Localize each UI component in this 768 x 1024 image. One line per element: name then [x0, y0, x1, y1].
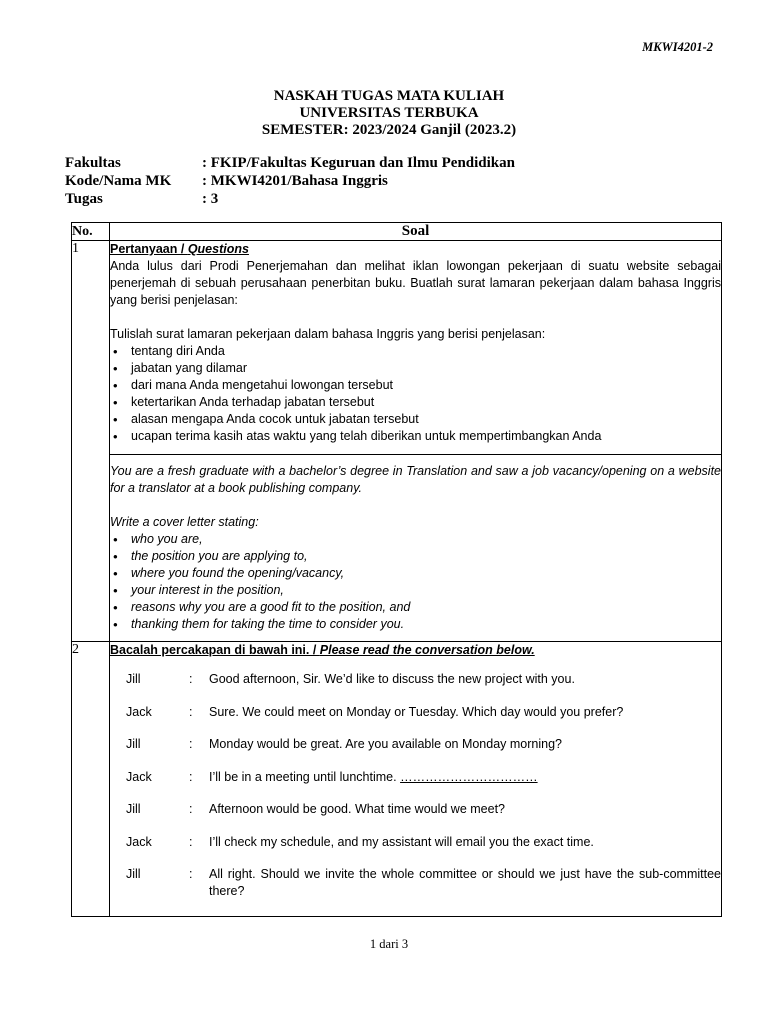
dialog-line: Jill : Afternoon would be good. What time would we meet?: [126, 801, 721, 818]
list-item: • ketertarikan Anda terhadap jabatan tersebut: [131, 394, 721, 411]
question-intro-en: You are a fresh graduate with a bachelor’s degree in Translation and saw a job vacancy/opening on a website for a translator at a book publishing company.: [110, 464, 721, 495]
speaker-name: Jack: [126, 704, 152, 719]
list-item: • thanking them for taking the time to consider you.: [131, 616, 721, 633]
page-number: 1 dari 3: [369, 937, 409, 951]
title-line-2: UNIVERSITAS TERBUKA: [299, 105, 479, 121]
list-item: • alasan mengapa Anda cocok untuk jabatan tersebut: [131, 411, 721, 428]
question-intro-id: Anda lulus dari Prodi Penerjemahan dan melihat iklan lowongan pekerjaan di suatu website sebagai penerjemah di sebuah perusahaan penerbitan buku. Buatlah surat lamaran pekerjaan dalam bahasa Inggris yang berisi penjelasan:: [110, 259, 721, 307]
list-item: • where you found the opening/vacancy,: [131, 565, 721, 582]
list-item: • reasons why you are a good fit to the position, and: [131, 599, 721, 616]
meta-key: Tugas: [65, 191, 103, 207]
speaker-name: Jack: [126, 769, 152, 784]
speaker-name: Jill: [126, 802, 141, 816]
question-row-2: [72, 642, 722, 917]
dialog-line: Jack : I’ll check my schedule, and my assistant will email you the exact time.: [126, 834, 721, 851]
question-number: 1: [72, 241, 110, 642]
dialog-line: Jill : Monday would be great. Are you available on Monday morning?: [126, 736, 721, 753]
list-item: • dari mana Anda mengetahui lowongan tersebut: [131, 377, 721, 394]
title-line-1: NASKAH TUGAS MATA KULIAH: [273, 88, 505, 104]
meta-row-course: [65, 173, 515, 191]
conversation: [110, 671, 721, 900]
question-title: Bacalah percakapan di bawah ini. / Please read the conversation below.: [110, 643, 535, 657]
dialog-text: I’ll be in a meeting until lunchtime. ……………………………: [209, 769, 538, 784]
column-header-no: No.: [72, 223, 110, 241]
table-header-row: [72, 223, 722, 241]
instruction-id: Tulislah surat lamaran pekerjaan dalam bahasa Inggris yang berisi penjelasan:: [110, 327, 546, 341]
list-item: • the position you are applying to,: [131, 548, 721, 565]
dialog-line: Jill : Good afternoon, Sir. We’d like to discuss the new project with you.: [126, 671, 721, 688]
dialog-text: Good afternoon, Sir. We’d like to discuss the new project with you.: [209, 672, 575, 686]
document-title: [0, 88, 768, 139]
list-item: • ucapan terima kasih atas waktu yang telah diberikan untuk mempertimbangkan Anda: [131, 428, 721, 445]
dialog-text: Afternoon would be good. What time would we meet?: [209, 802, 506, 816]
column-header-soal: Soal: [110, 223, 722, 241]
section-divider: [110, 454, 721, 455]
meta-value: : FKIP/Fakultas Keguruan dan Ilmu Pendidikan: [202, 155, 515, 171]
dialog-text: All right. Should we invite the whole committee or should we just have the sub-committee there?: [209, 867, 721, 898]
speaker-name: Jill: [126, 867, 141, 881]
meta-row-assignment: [65, 191, 515, 209]
list-item: • jabatan yang dilamar: [131, 360, 721, 377]
meta-value: : 3: [202, 191, 219, 207]
course-info: [65, 155, 515, 209]
dialog-text: I’ll check my schedule, and my assistant will email you the exact time.: [209, 834, 594, 849]
dialog-line: Jack : I’ll be in a meeting until lunchtime. ……………………………: [126, 769, 721, 786]
dialog-line: Jill : All right. Should we invite the whole committee or should we just have the sub-committee there?: [126, 867, 721, 898]
bullet-list-id: [110, 343, 721, 445]
question-title: Pertanyaan / Questions: [110, 242, 249, 256]
list-item: • your interest in the position,: [131, 582, 721, 599]
question-number: 2: [72, 642, 110, 917]
dialog-text: Monday would be great. Are you available on Monday morning?: [209, 737, 562, 751]
dialog-text: Sure. We could meet on Monday or Tuesday. Which day would you prefer?: [209, 704, 624, 719]
meta-key: Kode/Nama MK: [65, 173, 172, 189]
dialog-line: Jack : Sure. We could meet on Monday or Tuesday. Which day would you prefer?: [126, 704, 721, 721]
question-content-1: [110, 241, 722, 642]
instruction-en: Write a cover letter stating:: [110, 515, 259, 529]
answer-blank: ……………………………: [400, 769, 538, 784]
list-item: • who you are,: [131, 531, 721, 548]
meta-key: Fakultas: [65, 155, 121, 171]
question-content-2: [110, 642, 722, 917]
question-row-1: [72, 241, 722, 642]
meta-value: : MKWI4201/Bahasa Inggris: [202, 173, 388, 189]
meta-row-faculty: [65, 155, 515, 173]
document-code: MKWI4201-2: [642, 40, 713, 54]
speaker-name: Jill: [126, 737, 141, 751]
speaker-name: Jill: [126, 672, 141, 686]
bullet-list-en: [110, 531, 721, 641]
title-line-3: SEMESTER: 2023/2024 Ganjil (2023.2): [261, 122, 517, 138]
speaker-name: Jack: [126, 834, 152, 849]
list-item: • tentang diri Anda: [131, 343, 721, 360]
questions-table: [71, 222, 722, 917]
